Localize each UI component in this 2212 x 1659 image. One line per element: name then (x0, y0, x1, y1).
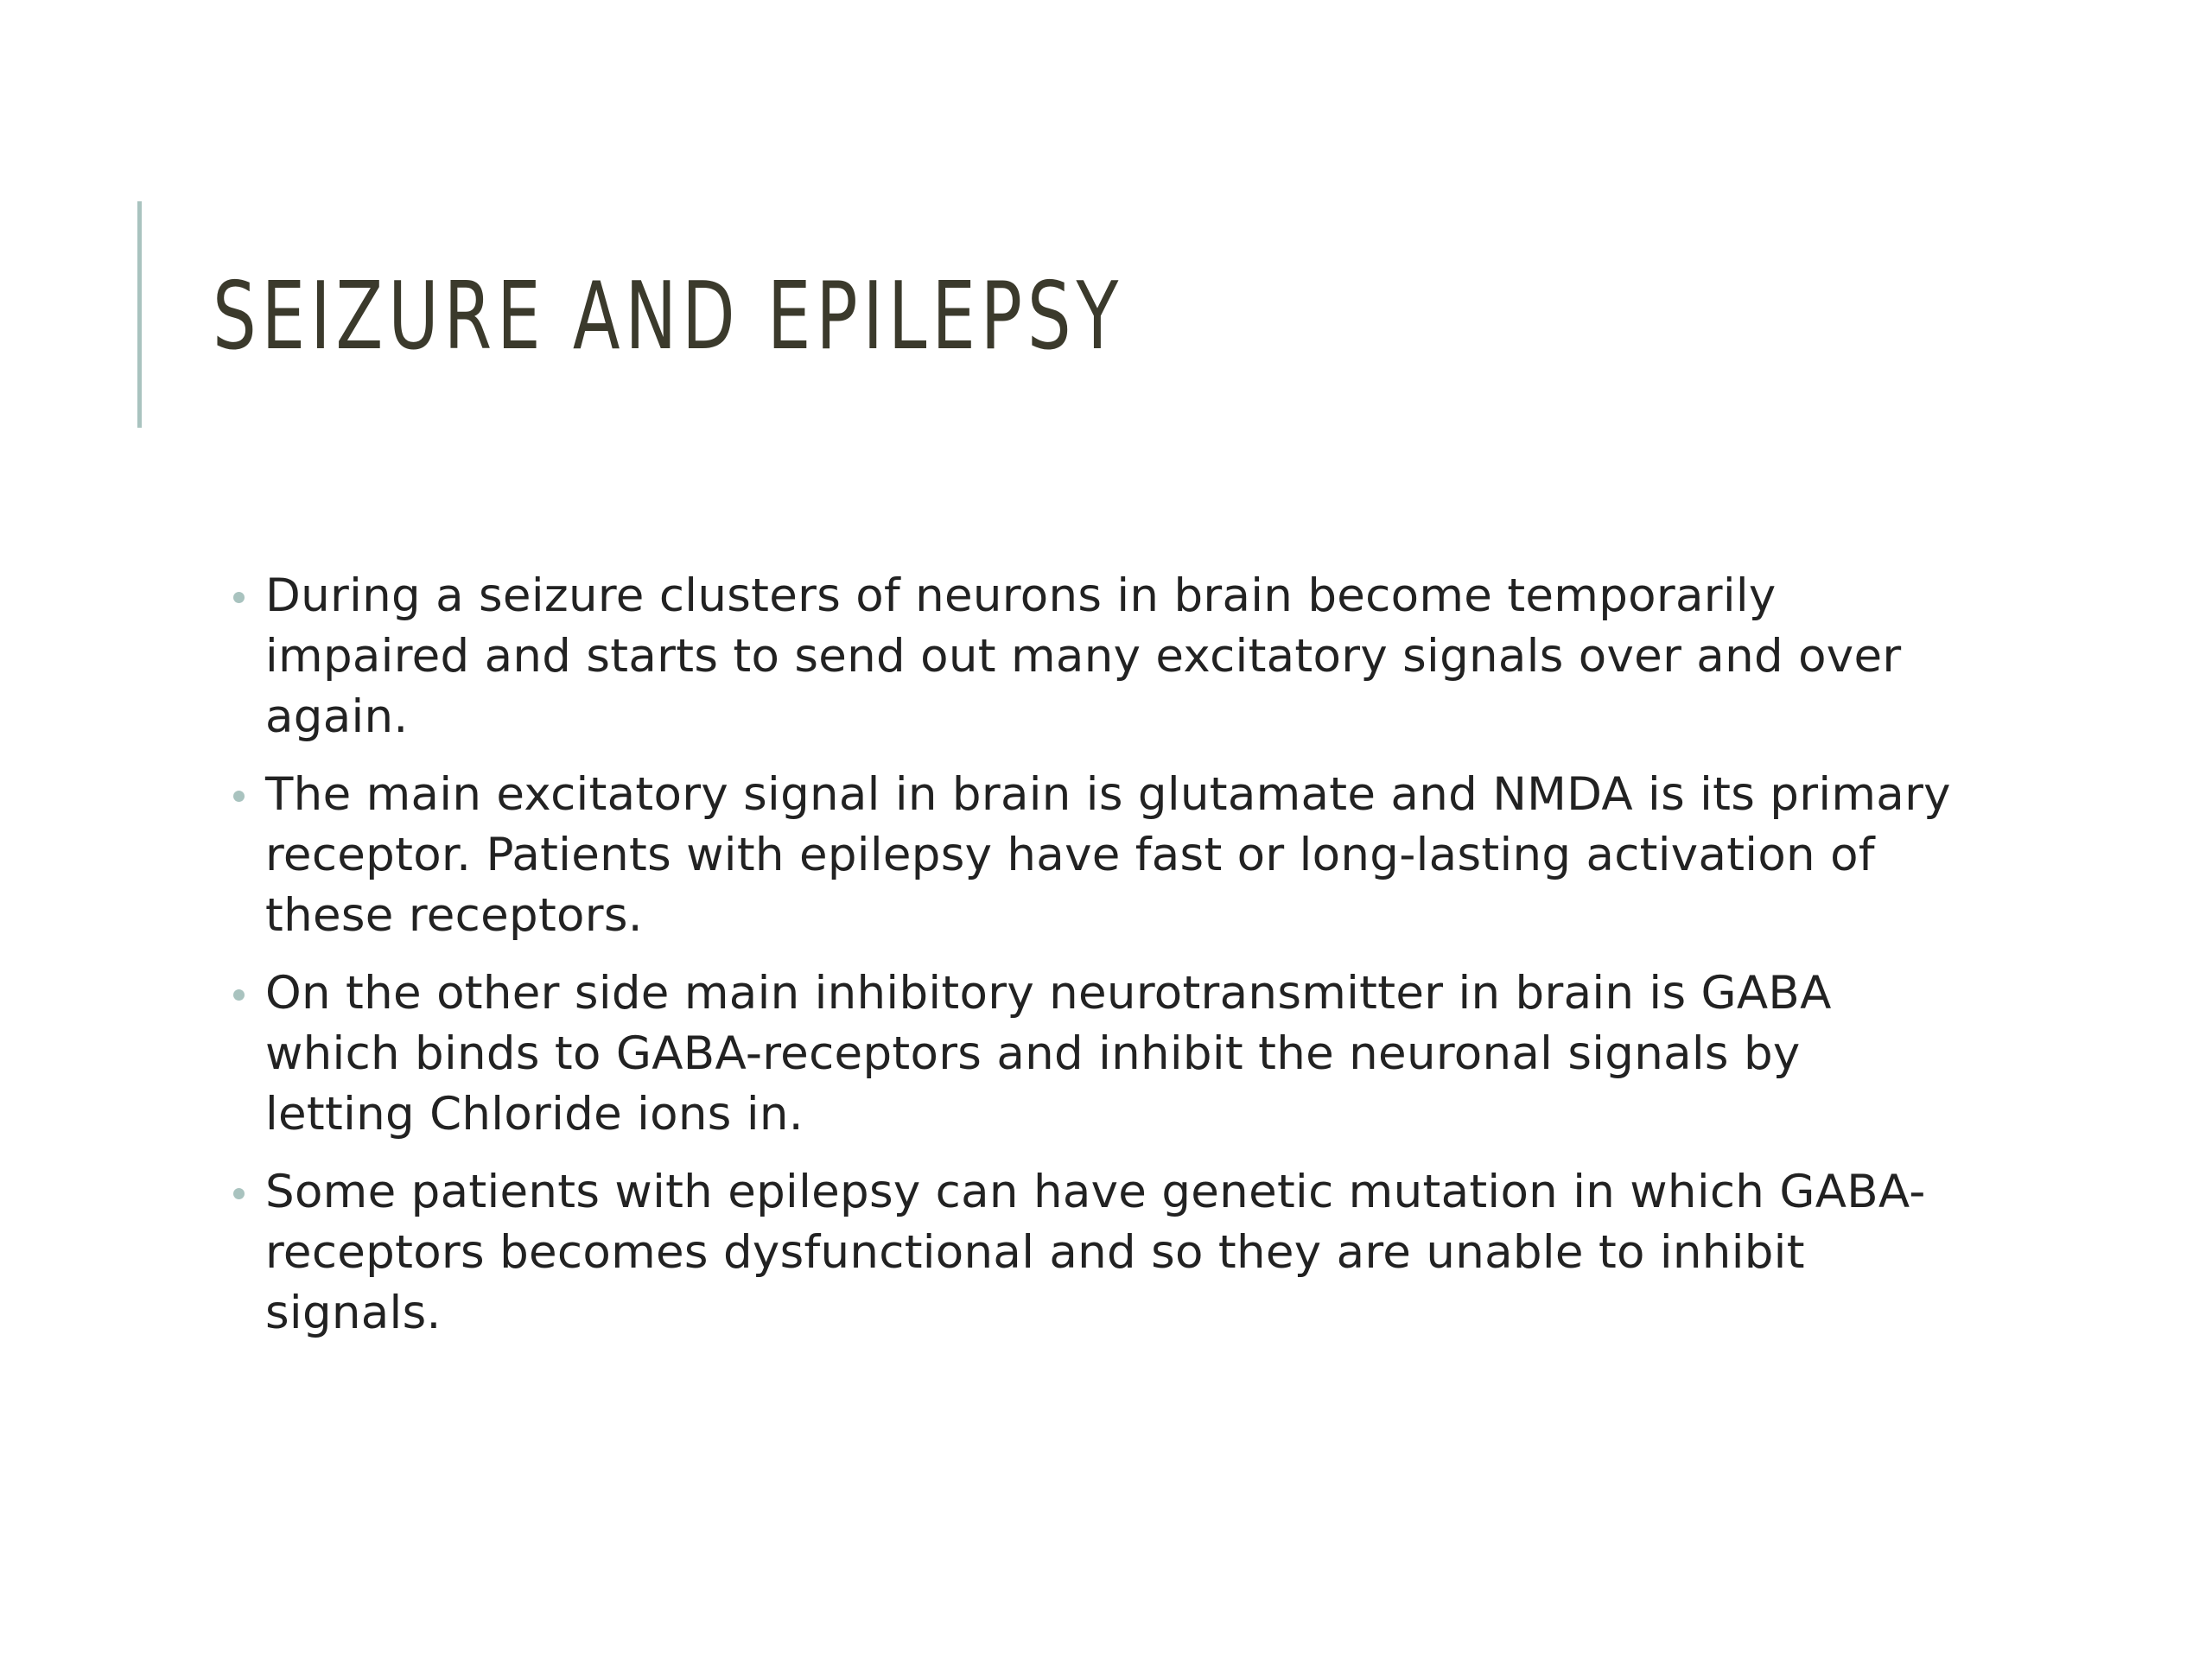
bullet-text: During a seizure clusters of neurons in brain become temporarily impaired and starts to send out many excitatory signals over and over again. (265, 569, 1902, 743)
slide-title: SEIZURE AND EPILEPSY (213, 263, 1124, 371)
bullet-dot-icon (233, 592, 245, 603)
bullet-item (233, 765, 1961, 946)
bullet-dot-icon (233, 791, 245, 802)
bullet-item (233, 1162, 1961, 1344)
bullet-dot-icon (233, 989, 245, 1001)
bullet-text: Some patients with epilepsy can have genetic mutation in which GABA-receptors becomes dysfunctional and so they are unable to inhibit signals. (265, 1166, 1926, 1339)
bullet-list (233, 566, 1961, 1361)
bullet-item (233, 963, 1961, 1145)
bullet-text: On the other side main inhibitory neurotransmitter in brain is GABA which binds to GABA-receptors and inhibit the neuronal signals by letting Chloride ions in. (265, 967, 1832, 1141)
bullet-text: The main excitatory signal in brain is glutamate and NMDA is its primary receptor. Patients with epilepsy have fast or long-lasting activation of these receptors. (265, 768, 1951, 942)
title-accent-rule (137, 201, 142, 428)
bullet-dot-icon (233, 1188, 245, 1199)
bullet-item (233, 566, 1961, 747)
